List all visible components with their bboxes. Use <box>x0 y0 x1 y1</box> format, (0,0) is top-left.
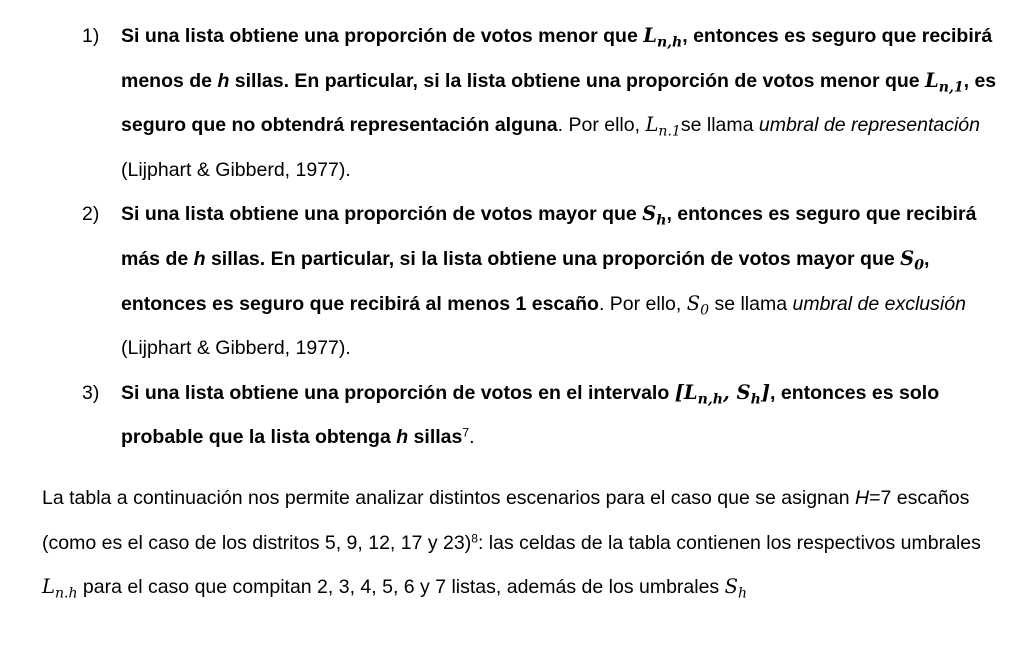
math-symbol: L <box>42 575 55 599</box>
body-text: se llama <box>709 292 793 315</box>
math-subscript: 0 <box>914 257 924 274</box>
math-symbol: S <box>724 575 738 599</box>
body-text: La tabla a continuación nos permite analizar distintos escenarios para el caso que se asignan <box>42 487 856 509</box>
math-subscript: 0 <box>700 302 710 319</box>
italic-variable: H <box>855 487 870 509</box>
bold-text: sillas. En particular, si la lista obtiene una proporción de votos mayor que <box>205 247 901 270</box>
bold-text: sillas. En particular, si la lista obtiene una proporción de votos menor que <box>229 69 926 92</box>
math-subscript: h <box>750 391 761 408</box>
body-text: =7 escaños (como es el caso de los distritos 5, 9, 12, 17 y 23) <box>42 487 970 554</box>
body-text: para el caso que compitan 2, 3, 4, 5, 6 y 7 listas, además de los umbrales <box>77 576 725 599</box>
bold-text: , entonces es solo probable que la lista obtenga <box>121 381 940 449</box>
math-bracket: ] <box>760 380 771 404</box>
citation-text: (Lijphart & Gibberd, 1977). <box>121 158 351 181</box>
math-subscript: h <box>656 212 667 229</box>
body-paragraph <box>42 476 1017 610</box>
math-subscript: n,1 <box>938 79 964 96</box>
bold-text: Si una lista obtiene una proporción de votos mayor que <box>121 203 643 226</box>
bold-text: , entonces es seguro que recibirá menos de <box>121 25 993 92</box>
numbered-list <box>0 14 1030 460</box>
math-separator: , <box>722 380 737 404</box>
body-text: . <box>469 426 475 449</box>
math-subscript: h <box>737 585 748 602</box>
body-text: . Por ello, <box>557 114 646 137</box>
body-text: . Por ello, <box>598 292 687 315</box>
bold-text: sillas <box>408 426 463 449</box>
list-item-3 <box>0 371 1030 460</box>
bold-text: , entonces es seguro que recibirá al menos 1 escaño <box>121 247 930 315</box>
math-symbol: L <box>645 113 659 137</box>
math-symbol: S <box>642 202 657 226</box>
math-symbol: S <box>900 246 915 270</box>
body-text: se llama <box>680 114 759 137</box>
bold-text: Si una lista obtiene una proporción de votos menor que <box>121 25 644 47</box>
math-bracket: [ <box>674 380 684 404</box>
bold-text: Si una lista obtiene una proporción de votos en el intervalo <box>121 381 675 404</box>
footnote-marker[interactable]: 7 <box>462 425 470 440</box>
bold-italic-text: h <box>217 69 230 92</box>
math-subscript: n.h <box>54 585 78 602</box>
citation-text: (Lijphart & Gibberd, 1977). <box>121 337 351 360</box>
list-item-2 <box>0 192 1030 370</box>
math-symbol: S <box>686 291 701 315</box>
math-subscript: n,h <box>697 391 723 408</box>
math-symbol: L <box>925 68 939 92</box>
italic-term: umbral de representación <box>758 114 981 137</box>
italic-term: umbral de exclusión <box>792 292 966 315</box>
bold-italic-text: h <box>193 247 206 270</box>
math-symbol: S <box>736 380 751 404</box>
math-subscript: n,h <box>656 34 683 51</box>
list-item-1 <box>0 14 1030 192</box>
footnote-marker[interactable]: 8 <box>471 530 478 545</box>
math-symbol: L <box>643 24 657 47</box>
math-subscript: n.1 <box>658 123 681 140</box>
bold-italic-text: h <box>396 426 409 449</box>
bold-text: , entonces es seguro que recibirá más de <box>121 203 977 270</box>
list-number: 2) <box>82 203 100 226</box>
list-number: 1) <box>82 25 100 47</box>
bold-text: , es seguro que no obtendrá representación alguna <box>121 69 997 137</box>
list-number: 3) <box>82 381 100 404</box>
math-symbol: L <box>683 380 698 404</box>
body-text: : las celdas de la tabla contienen los respectivos umbrales <box>477 531 981 554</box>
